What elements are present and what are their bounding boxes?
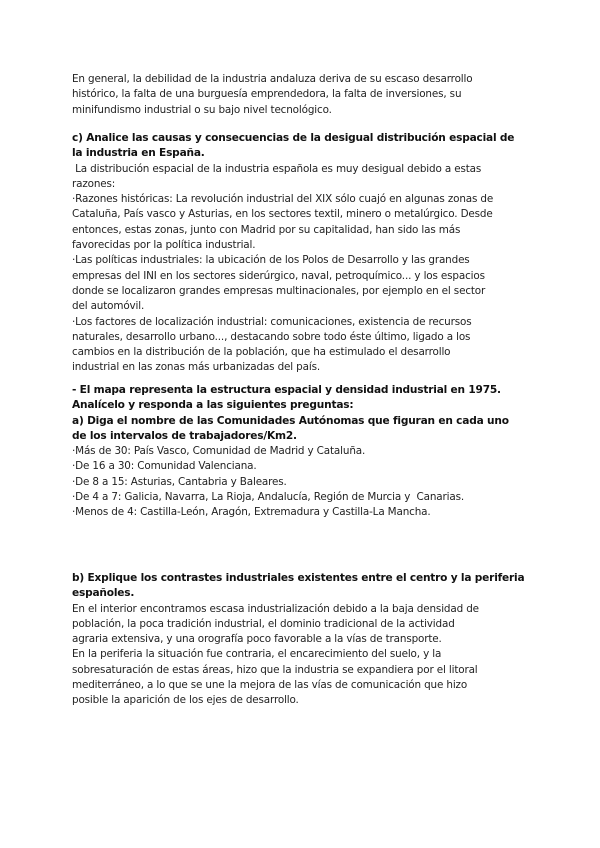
text-line: entonces, estas zonas, junto con Madrid por su capitalidad, han sido las más — [72, 223, 461, 236]
text-line: En la periferia la situación fue contraria, el encarecimiento del suelo, y la — [72, 648, 442, 661]
text-line: histórico, la falta de una burguesía emprendedora, la falta de inversiones, su — [72, 88, 462, 101]
section-c — [72, 131, 532, 376]
intro-paragraph — [72, 72, 532, 118]
section-b — [72, 571, 532, 709]
section-map — [72, 383, 532, 521]
section-heading-line: a) Diga el nombre de las Comunidades Autónomas que figuran en cada uno — [72, 414, 509, 427]
text-line: posible la aparición de los ejes de desarrollo. — [72, 694, 299, 707]
text-line: La distribución espacial de la industria española es muy desigual debido a estas — [72, 162, 482, 175]
list-item: ·Más de 30: País Vasco, Comunidad de Madrid y Cataluña. — [72, 445, 366, 458]
text-line: empresas del INI en los sectores siderúrgico, naval, petroquímico... y los espacios — [72, 269, 485, 282]
text-line: ·Razones históricas: La revolución industrial del XIX sólo cuajó en algunas zonas de — [72, 193, 494, 206]
text-line: agraria extensiva, y una orografía poco favorable a la vías de transporte. — [72, 633, 442, 646]
text-line: En el interior encontramos escasa industrialización debido a la baja densidad de — [72, 602, 479, 615]
text-line: minifundismo industrial o su bajo nivel tecnológico. — [72, 103, 332, 116]
list-item: ·De 16 a 30: Comunidad Valenciana. — [72, 460, 257, 473]
text-line: En general, la debilidad de la industria andaluza deriva de su escaso desarrollo — [72, 73, 473, 85]
text-line: población, la poca tradición industrial, el dominio tradicional de la actividad — [72, 617, 455, 630]
section-heading-line: Analícelo y responda a las siguientes preguntas: — [72, 399, 354, 412]
list-item: ·Menos de 4: Castilla-León, Aragón, Extremadura y Castilla-La Mancha. — [72, 506, 431, 519]
section-heading-line: - El mapa representa la estructura espacial y densidad industrial en 1975. — [72, 384, 501, 396]
text-line: sobresaturación de estas áreas, hizo que la industria se expandiera por el litoral — [72, 663, 478, 676]
text-line: donde se localizaron grandes empresas multinacionales, por ejemplo en el sector — [72, 284, 486, 297]
section-heading-line: b) Explique los contrastes industriales existentes entre el centro y la periferia — [72, 572, 525, 584]
section-heading-line: españoles. — [72, 587, 135, 600]
text-line: del automóvil. — [72, 300, 145, 313]
text-line: mediterráneo, a lo que se une la mejora de las vías de comunicación que hizo — [72, 679, 468, 692]
section-heading-line: de los intervalos de trabajadores/Km2. — [72, 429, 297, 442]
text-line: cambios en la distribución de la población, que ha estimulado el desarrollo — [72, 346, 451, 359]
text-line: razones: — [72, 177, 116, 190]
text-line: industrial en las zonas más urbanizadas del país. — [72, 361, 320, 374]
list-item: ·De 8 a 15: Asturias, Cantabria y Baleares. — [72, 475, 287, 488]
text-line: naturales, desarrollo urbano..., destacando sobre todo éste último, ligado a los — [72, 330, 471, 343]
text-line: ·Los factores de localización industrial: comunicaciones, existencia de recursos — [72, 315, 472, 328]
section-heading-line: c) Analice las causas y consecuencias de la desigual distribución espacial de — [72, 132, 515, 144]
section-heading-line: la industria en España. — [72, 147, 205, 160]
text-line: favorecidas por la política industrial. — [72, 239, 256, 252]
list-item: ·De 4 a 7: Galicia, Navarra, La Rioja, Andalucía, Región de Murcia y Canarias. — [72, 491, 464, 504]
text-line: ·Las políticas industriales: la ubicación de los Polos de Desarrollo y las grandes — [72, 254, 470, 267]
text-line: Cataluña, País vasco y Asturias, en los sectores textil, minero o metalúrgico. Desde — [72, 208, 493, 221]
